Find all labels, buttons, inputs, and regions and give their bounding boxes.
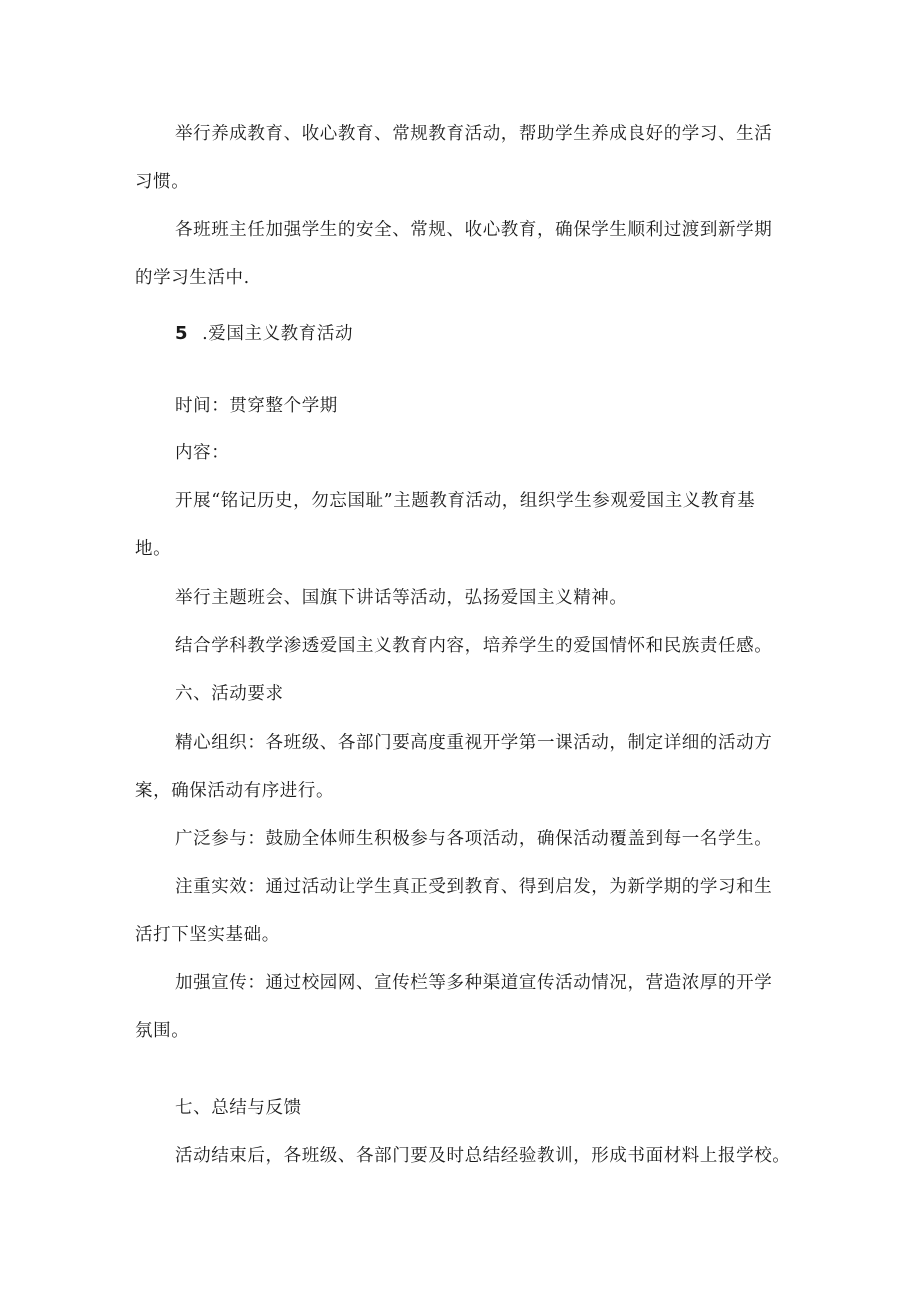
paragraph-line: 精心组织：各班级、各部门要高度重视开学第一课活动，制定详细的活动方 [175,733,773,753]
paragraph-line: 加强宣传：通过校园网、宣传栏等多种渠道宣传活动情况，营造浓厚的开学 [175,973,773,993]
section-heading-6: 六、活动要求 [175,684,284,704]
paragraph-line: 的学习生活中. [135,268,250,288]
paragraph-line: 举行养成教育、收心教育、常规教育活动，帮助学生养成良好的学习、生活 [175,124,773,144]
paragraph-line: 习惯。 [135,172,190,192]
paragraph-line: 案，确保活动有序进行。 [135,781,335,801]
paragraph-line: 注重实效：通过活动让学生真正受到教育、得到启发，为新学期的学习和生 [175,877,773,897]
paragraph-line: 举行主题班会、国旗下讲话等活动，弘扬爱国主义精神。 [175,588,628,608]
content-label: 内容： [175,443,230,463]
paragraph-line: 结合学科教学渗透爱国主义教育内容，培养学生的爱国情怀和民族责任感。 [175,636,773,656]
paragraph-line: 地。 [135,539,172,559]
section-heading-7: 七、总结与反馈 [175,1098,302,1118]
time-line: 时间：贯穿整个学期 [175,396,338,416]
paragraph-line: 各班班主任加强学生的安全、常规、收心教育，确保学生顺利过渡到新学期 [175,220,773,240]
section-heading-5 [175,322,353,346]
paragraph-line: 活动结束后，各班级、各部门要及时总结经验教训，形成书面材料上报学校。 [175,1146,791,1166]
paragraph-line: 氛围。 [135,1021,190,1041]
section-title: .爱国主义教育活动 [202,324,354,344]
paragraph-line: 活打下坚实基础。 [135,925,280,945]
paragraph-line: 开展“铭记历史，勿忘国耻”主题教育活动，组织学生参观爱国主义教育基 [175,491,756,511]
paragraph-line: 广泛参与：鼓励全体师生积极参与各项活动，确保活动覆盖到每一名学生。 [175,829,773,849]
section-number: 5 [175,323,189,344]
